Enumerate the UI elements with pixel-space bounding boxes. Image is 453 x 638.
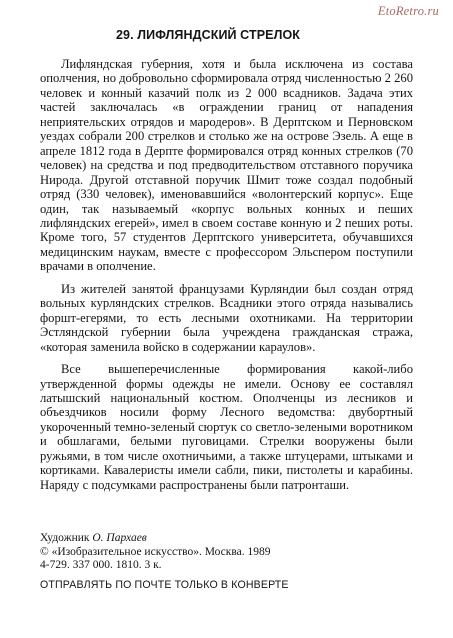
page-title: 29. ЛИФЛЯНДСКИЙ СТРЕЛОК: [116, 28, 301, 42]
paragraph-2: Из жителей занятой французами Курляндии был создан отряд вольных курляндских стрелков. Всадники этого отряда назывались форшт-егерями, то есть лесными охотниками. На территории Эстляндской губернии была учреждена гражданская стража, «которая заменила войско в содержании караулов».: [40, 281, 413, 354]
artist-label: Художник: [40, 532, 90, 544]
article-body: [40, 57, 413, 492]
paragraph-3: Все вышеперечисленные формирования какой-либо утвержденной формы одежды не имели. Основу ее составлял латышский национальный костюм. Ополченцы из лесников и объездчиков носили форму Лесного ведомства: двубортный укороченный темно-зеленый сюртук со светло-зелеными воротником и обшлагами, белыми пуговицами. Стрелки вооружены были ружьями, в том числе охотничьими, а также штуцерами, штыками и кортиками. Кавалеристы имели сабли, пики, пистолеты и карабины. Наряду с подсумками распространены были патронташи.: [40, 362, 413, 492]
catalog-line: 4-729. 337 000. 1810. 3 к.: [40, 559, 162, 572]
imprint: [40, 532, 271, 573]
site-watermark: EtoRetro.ru: [377, 4, 439, 18]
mailing-notice: ОТПРАВЛЯТЬ ПО ПОЧТЕ ТОЛЬКО В КОНВЕРТЕ: [40, 579, 289, 591]
paragraph-1: Лифляндская губерния, хотя и была исключена из состава ополчения, но добровольно сформировала отряд численностью 2 260 человек и конный казачий полк из 2 000 всадников. Задача этих частей заключалась «в ограждении границ от нападения неприятельских отрядов и мародеров». В Дерптском и Перновском уездах собрали 200 стрелков и столько же на острове Эзель. А еще в апреле 1812 года в Дерпте формировался отряд конных стрелков (70 человек) на средства и под предводительством отставного поручика Нирода. Другой отставной поручик Шмит тоже создал подобный отряд (330 человек), именовавшийся «волонтерский корпус». Еще один, так называемый «корпус вольных конных и пеших лифляндских егерей», имел в своем составе конную и 2 пеших роты. Кроме того, 57 студентов Дерптского университета, обучавшихся медицинским наукам, вместе с профессором Эльспером поступили врачами в ополчение.: [40, 57, 413, 274]
artist-credit: [40, 532, 271, 546]
artist-name: О. Пархаев: [92, 532, 147, 544]
publisher-line: © «Изобразительное искусство». Москва. 1989: [40, 545, 271, 558]
